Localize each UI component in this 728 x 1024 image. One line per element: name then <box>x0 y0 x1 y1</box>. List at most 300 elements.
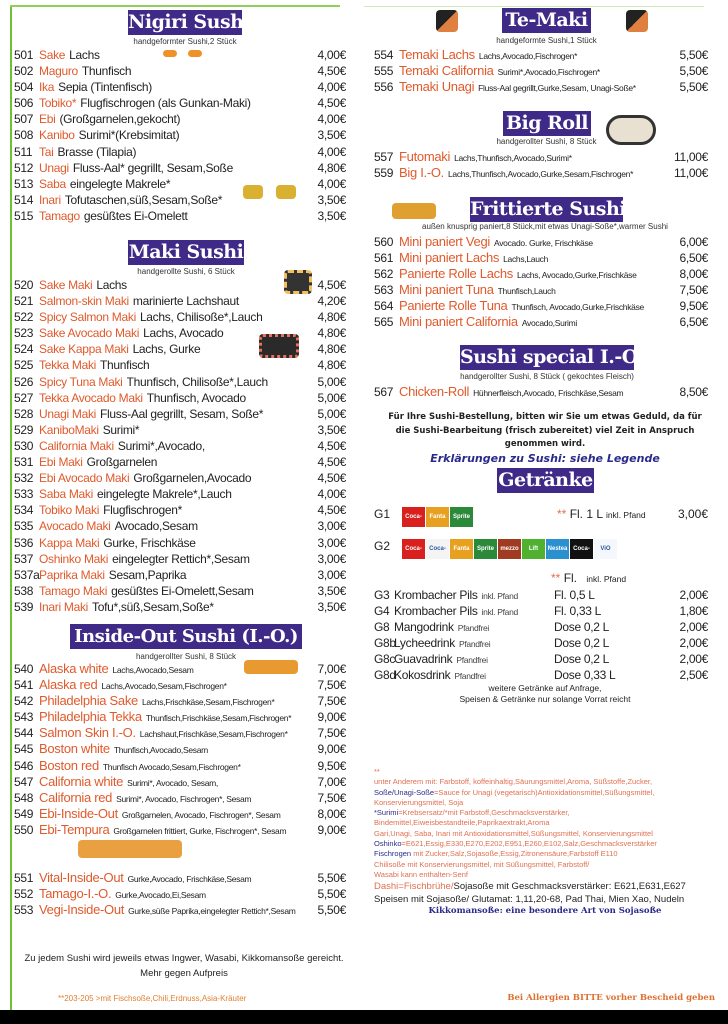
item-price: 4,50€ <box>317 96 346 111</box>
drink-volume: Dose 0,33 L <box>554 668 616 683</box>
item-description: Tofu*,süß,Sesam,Soße* <box>92 599 214 614</box>
menu-item <box>14 758 346 774</box>
menu-item <box>14 390 346 406</box>
drink-logo: Coca- <box>402 539 425 559</box>
item-number: 524 <box>14 342 34 357</box>
drink-logo: Sprite <box>450 507 473 527</box>
item-description: Thunfisch <box>100 358 150 373</box>
item-price: 4,20€ <box>317 294 346 309</box>
item-price: 3,00€ <box>317 535 346 550</box>
deposit-note: inkl. Pfand <box>586 574 627 584</box>
item-description: Thunfisch,Lauch <box>497 286 556 297</box>
item-name: Inari <box>39 192 61 207</box>
drink-deposit: inkl. Pfand <box>481 607 518 618</box>
item-price: 9,00€ <box>317 710 346 725</box>
menu-item <box>14 774 346 790</box>
item-number: 515 <box>14 208 34 223</box>
drink-name-wrap <box>394 667 554 684</box>
left-footnote: **203-205 >mit Fischsoße,Chili,Erdnuss,Asia-Kräuter <box>58 994 247 1003</box>
sushi-image <box>188 50 202 57</box>
item-name: Chicken-Roll <box>399 384 470 399</box>
item-description: Avocado,Surimi <box>521 318 577 329</box>
item-name: Mini paniert Vegi <box>399 234 491 249</box>
drinks-note <box>366 683 724 705</box>
menu-item <box>374 298 708 314</box>
item-description: Surimi*,Avocado,Fischrogen* <box>497 67 600 78</box>
item-name: Temaki California <box>399 63 494 79</box>
item-price: 3,50€ <box>317 192 346 207</box>
section-subtitle-fried: außen knusprig paniert,8 Stück,mit etwas Unagi-Soße*,warmer Sushi <box>422 222 668 231</box>
menu-item <box>374 314 708 330</box>
item-price: 4,80€ <box>317 310 346 325</box>
item-number: 557 <box>374 150 394 164</box>
note-line: die Sushi-Bearbeitung (frisch zubereitet) viel Zeit in Anspruch <box>395 425 695 436</box>
big-roll-list <box>374 149 708 181</box>
item-number: 533 <box>14 487 34 502</box>
price: 3,00€ <box>677 507 708 521</box>
item-price: 5,50€ <box>317 887 346 902</box>
menu-item <box>14 454 346 470</box>
item-name: Oshinko Maki <box>39 551 109 566</box>
item-name: Vegi-Inside-Out <box>39 902 125 918</box>
item-description: Lachs, Chilisoße*,Lauch <box>139 310 263 325</box>
item-name: Tobiko* <box>39 96 77 111</box>
item-number: 522 <box>14 310 34 325</box>
fried-sushi-image <box>392 203 436 219</box>
menu-item <box>14 374 346 390</box>
section-title-temaki: Te-Maki <box>502 8 591 33</box>
menu-item <box>14 357 346 373</box>
legend-segment: Bindemittel,Eiweisbestandteile,Paprikaextrakt,Aroma <box>374 818 550 828</box>
item-name: California white <box>39 773 124 789</box>
section-title-drinks: Getränke <box>498 469 593 491</box>
item-name: Boston white <box>39 741 110 757</box>
deposit-header <box>551 571 626 585</box>
note-line: weitere Getränke auf Anfrage, <box>488 683 602 693</box>
item-description: Lachs,Lauch <box>503 254 549 265</box>
item-description: Lachs,Avocado,Fischrogen* <box>478 51 578 61</box>
drink-item <box>374 619 708 635</box>
item-name: Salmon-skin Maki <box>39 294 129 309</box>
item-price: 3,00€ <box>317 567 346 582</box>
item-price: 6,50€ <box>679 315 708 330</box>
drink-price: 1,80€ <box>679 604 708 619</box>
item-number: 548 <box>14 790 34 805</box>
item-price: 4,80€ <box>317 358 346 373</box>
drink-logo: Coca- <box>570 539 593 559</box>
item-number: 525 <box>14 358 34 373</box>
item-number: 556 <box>374 80 394 95</box>
item-description: Gurke, Frischkäse <box>103 535 196 550</box>
item-name: Alaska white <box>39 661 109 676</box>
item-number: 531 <box>14 455 34 470</box>
item-price: 4,00€ <box>317 176 346 191</box>
item-name: Vital-Inside-Out <box>39 870 124 885</box>
menu-item <box>14 422 346 438</box>
item-name: Ebi <box>39 112 56 127</box>
item-description: Sepia (Tintenfisch) <box>58 80 153 95</box>
item-number: 555 <box>374 64 394 79</box>
menu-item <box>14 709 346 725</box>
legend-line <box>374 767 714 777</box>
item-name: Saba Maki <box>39 487 93 502</box>
section-subtitle-big-roll: handgerollter Sushi, 8 Stück <box>496 137 597 146</box>
item-number: 530 <box>14 438 34 453</box>
drink-name: Kokosdrink <box>394 668 451 683</box>
left-note <box>14 951 354 981</box>
item-price: 4,00€ <box>317 80 346 95</box>
allergy-note: Bei Allergien BITTE vorher Bescheid geben <box>507 993 715 1003</box>
note-line: Mehr gegen Aufpreis <box>140 968 228 979</box>
item-description: eingelegter Rettich*,Sesam <box>112 551 250 566</box>
menu-item <box>14 551 346 567</box>
section-title-special: Sushi special I.-O. <box>460 346 643 368</box>
item-number: 562 <box>374 267 394 282</box>
drink-name: Lycheedrink <box>394 636 455 651</box>
item-name: Alaska red <box>39 677 98 693</box>
menu-item <box>14 806 346 822</box>
item-description: Surimi* <box>102 422 140 437</box>
order-note <box>366 411 724 452</box>
item-number: 540 <box>14 662 34 676</box>
drink-logo: mezzo <box>498 539 521 559</box>
legend-line <box>374 839 714 849</box>
item-description: Großgarnelen frittiert, Gurke, Fischrogen*, Sesam <box>113 825 287 836</box>
menu-item <box>374 266 708 282</box>
item-description: Gurke,Avocado, Frischkäse,Sesam <box>127 874 252 884</box>
legend-segment: Sojasoße mit Geschmacksverstärker: E621,E631,E627 <box>453 881 686 893</box>
item-number: 551 <box>14 871 34 885</box>
item-price: 4,00€ <box>317 112 346 127</box>
item-number: 535 <box>14 519 34 534</box>
legend <box>374 767 714 906</box>
item-name: Saba <box>39 176 66 191</box>
item-number: 553 <box>14 903 34 918</box>
legend-segment: Speisen mit Sojasoße/ Glutamat: 1,11,20-68, Pad Thai, Mien Xao, Nudeln <box>374 894 685 906</box>
item-name: Tamago Maki <box>39 583 108 598</box>
item-description: Gurke,Avocado,Ei,Sesam <box>115 890 206 901</box>
item-number: 527 <box>14 390 34 405</box>
menu-item <box>14 599 346 615</box>
item-description: Lachs,Frischkäse,Sesam,Fischrogen* <box>141 697 275 708</box>
section-title-big-roll: Big Roll <box>503 111 591 136</box>
item-price: 5,00€ <box>317 406 346 421</box>
bottom-bar <box>0 1010 728 1024</box>
item-price: 7,50€ <box>317 726 346 741</box>
item-price: 6,50€ <box>679 251 708 266</box>
drink-logo: Fanta <box>426 507 449 527</box>
drink-item <box>374 667 708 683</box>
item-name: Salmon Skin I.-O. <box>39 725 136 741</box>
drink-number: G3 <box>374 588 390 602</box>
item-name: Sake Kappa Maki <box>39 342 129 357</box>
item-number: 512 <box>14 160 34 175</box>
item-name: Mini paniert California <box>399 314 518 330</box>
item-description: Avocado. Gurke, Frischkäse <box>494 238 593 248</box>
item-price: 7,50€ <box>679 283 708 298</box>
inside-out-list-2 <box>14 870 346 918</box>
item-name: Unagi <box>39 160 69 175</box>
item-name: KaniboMaki <box>39 422 99 437</box>
note-line: Zu jedem Sushi wird jeweils etwas Ingwer, Wasabi, Kikkomansoße gereicht. <box>24 953 344 964</box>
note-line: Für Ihre Sushi-Bestellung, bitten wir Sie um etwas Geduld, da für <box>388 412 702 422</box>
item-name: Avocado Maki <box>39 519 111 534</box>
inside-out-list <box>14 661 346 838</box>
border-top <box>10 5 340 7</box>
drink-number: G8d <box>374 668 396 683</box>
drink-price: 2,00€ <box>679 636 708 651</box>
item-number: 534 <box>14 503 34 518</box>
menu-item <box>14 95 346 111</box>
drink-number: G8b <box>374 636 396 651</box>
drink-logo: Sprite <box>474 539 497 559</box>
drink-item <box>374 603 708 619</box>
fried-list <box>374 234 708 331</box>
item-number: 537a <box>14 567 40 582</box>
drink-volume: Dose 0,2 L <box>554 620 610 635</box>
item-price: 4,80€ <box>317 342 346 357</box>
item-name: Sake <box>39 48 66 62</box>
item-description: Thunfisch,Avocado,Sesam <box>113 745 208 756</box>
drink-deposit: Pfandfrei <box>458 639 491 650</box>
item-price: 4,50€ <box>317 438 346 453</box>
item-price: 5,50€ <box>679 80 708 95</box>
legend-segment: =Krebsersatz/*mit Farbstoff,Geschmacksverstärker, <box>398 808 570 818</box>
item-description: Lachs <box>96 278 127 292</box>
legend-segment: Wasabi kann enthalten-Senf <box>374 869 468 879</box>
legend-line <box>374 808 714 818</box>
menu-item <box>14 822 346 838</box>
item-price: 5,00€ <box>317 374 346 389</box>
item-number: 536 <box>14 535 34 550</box>
item-number: 563 <box>374 283 394 298</box>
menu-item <box>374 234 708 250</box>
item-description: Gurke,süße Paprika,eingelegter Rettich*,Sesam <box>128 906 296 917</box>
item-price: 6,00€ <box>679 235 708 249</box>
item-number: 506 <box>14 96 34 111</box>
drink-price: 2,00€ <box>679 588 708 602</box>
drink-price: 2,00€ <box>679 620 708 635</box>
item-number: 537 <box>14 551 34 566</box>
item-price: 3,50€ <box>317 583 346 598</box>
item-name: Tamago <box>39 208 80 223</box>
item-number: 543 <box>14 710 34 725</box>
menu-item <box>374 282 708 298</box>
item-name: Spicy Tuna Maki <box>39 374 123 389</box>
menu-item <box>14 790 346 806</box>
section-title-maki: Maki Sushi <box>128 241 244 263</box>
item-number: 532 <box>14 471 34 486</box>
item-number: 559 <box>374 166 394 181</box>
item-price: 3,50€ <box>317 599 346 614</box>
menu-item <box>14 535 346 551</box>
item-number: 538 <box>14 583 34 598</box>
drink-no: G1 <box>374 507 391 521</box>
legend-segment: Gari,Unagi, Saba, Inari mit Antioxidationsmittel,Süßungsmittel, Konservierungsmittel <box>374 828 653 838</box>
item-name: Kanibo <box>39 128 75 143</box>
item-name: Kappa Maki <box>39 535 100 550</box>
item-name: Ika <box>39 80 55 95</box>
drink-number: G4 <box>374 604 390 619</box>
g1-volume <box>557 507 646 521</box>
item-number: 513 <box>14 176 34 191</box>
legend-line <box>374 829 714 839</box>
drink-logo: Lift <box>522 539 545 559</box>
item-number: 521 <box>14 294 34 309</box>
item-number: 542 <box>14 694 34 709</box>
item-price: 3,00€ <box>317 551 346 566</box>
menu-item <box>14 293 346 309</box>
item-name: Unagi Maki <box>39 406 97 421</box>
note-line: Speisen & Getränke nur solange Vorrat reicht <box>459 694 631 704</box>
maki-image <box>284 270 312 294</box>
g1-logos <box>402 507 474 527</box>
item-name: Ebi Avocado Maki <box>39 471 130 486</box>
item-number: 554 <box>374 48 394 62</box>
section-subtitle-inside-out: handgerollter Sushi, 8 Stück <box>135 652 237 661</box>
item-price: 4,50€ <box>317 471 346 486</box>
item-price: 5,50€ <box>679 48 708 62</box>
item-name: Mini paniert Lachs <box>399 250 500 266</box>
item-name: Boston red <box>39 757 99 773</box>
item-description: Tofutaschen,süß,Sesam,Soße* <box>64 192 223 207</box>
legend-line <box>374 849 714 859</box>
item-description: Thunfisch, Avocado,Gurke,Frischkäse <box>511 302 644 313</box>
ebi-tempura-image <box>78 840 182 858</box>
legend-segment: unter Anderem mit: Farbstoff, koffeinhaltig,Säurungsmittel,Aroma, Süßstoffe,Zucker, <box>374 777 653 787</box>
menu-item <box>14 192 346 208</box>
item-number: 552 <box>14 887 34 902</box>
item-price: 9,50€ <box>679 299 708 314</box>
note-line: genommen wird. <box>504 439 586 449</box>
item-description: Fluss-Aal* gegrillt, Sesam,Soße <box>72 160 233 175</box>
item-price: 4,00€ <box>317 487 346 502</box>
big-roll-image <box>606 115 656 145</box>
item-description: Avocado,Sesam <box>114 519 198 534</box>
menu-item <box>14 406 346 422</box>
item-price: 4,80€ <box>317 160 346 175</box>
menu-item <box>374 149 708 165</box>
item-name: Spicy Salmon Maki <box>39 310 136 325</box>
drink-name-wrap <box>394 603 554 620</box>
legend-line <box>374 893 714 906</box>
item-description: Thunfisch,Frischkäse,Sesam,Fischrogen* <box>145 713 292 724</box>
menu-item <box>374 384 708 400</box>
item-description: Fluss-Aal gegrillt,Gurke,Sesam, Unagi-Soße* <box>478 83 636 94</box>
menu-item <box>14 127 346 143</box>
inari-image <box>243 185 263 199</box>
item-price: 11,00€ <box>673 166 708 181</box>
item-name: Tobiko Maki <box>39 503 100 518</box>
menu-item <box>14 111 346 127</box>
section-subtitle-nigiri: handgeformter Sushi,2 Stück <box>133 37 237 46</box>
item-price: 7,00€ <box>317 774 346 789</box>
item-number: 544 <box>14 726 34 741</box>
item-price: 9,00€ <box>317 822 346 837</box>
drink-number: G8 <box>374 620 390 635</box>
item-name: Paprika Maki <box>39 567 105 582</box>
volume: Fl. 1 L <box>569 507 603 521</box>
item-number: 520 <box>14 278 34 292</box>
menu-item <box>14 518 346 534</box>
item-price: 7,50€ <box>317 678 346 693</box>
item-description: Großgarnelen <box>86 455 158 470</box>
menu-item <box>14 63 346 79</box>
section-subtitle-temaki: handgeformte Sushi,1 Stück <box>496 36 597 45</box>
drink-name-wrap <box>394 635 554 652</box>
menu-item <box>374 47 708 63</box>
temaki-list <box>374 47 708 95</box>
menu-item <box>374 165 708 181</box>
item-price: 5,00€ <box>317 390 346 405</box>
menu-item <box>14 870 346 886</box>
item-name: Temaki Unagi <box>399 79 475 95</box>
item-price: 4,00€ <box>317 144 346 159</box>
menu-item <box>14 583 346 599</box>
item-number: 550 <box>14 822 34 837</box>
nigiri-list <box>14 47 346 224</box>
legend-segment: mit Zucker,Salz,Sojasoße,Essig,Zitronensäure,Farbstoff E110 <box>411 849 618 859</box>
item-number: 561 <box>374 251 394 266</box>
drink-name: Krombacher Pils <box>394 604 478 619</box>
section-subtitle-special: handgerollter Sushi, 8 Stück ( gekochtes Fleisch) <box>460 372 634 381</box>
menu-item <box>374 250 708 266</box>
item-description: Lachs, Avocado <box>143 326 224 341</box>
item-description: (Großgarnelen,gekocht) <box>59 112 181 127</box>
item-name: Temaki Lachs <box>399 47 475 62</box>
item-number: 565 <box>374 315 394 330</box>
item-number: 508 <box>14 128 34 143</box>
item-price: 5,50€ <box>679 64 708 79</box>
item-name: Sake Avocado Maki <box>39 326 140 341</box>
sushi-image <box>163 50 177 57</box>
legend-segment: =E621,Essig,E330,E270,E202,E951,E260,E102,Salz,Geschmacksverstärker <box>401 839 657 849</box>
item-name: Tekka Avocado Maki <box>39 390 143 405</box>
item-name: Mini paniert Tuna <box>399 282 494 298</box>
item-number: 541 <box>14 678 34 693</box>
drink-logo: Coca- <box>426 539 449 559</box>
item-name: Panierte Rolle Tuna <box>399 298 508 314</box>
maki-list <box>14 277 346 615</box>
item-description: gesüßtes Ei-Omelett <box>83 208 188 223</box>
special-list <box>374 384 708 400</box>
item-price: 5,50€ <box>317 871 346 885</box>
item-description: Surimi*, Avocado, Sesam, <box>127 777 218 788</box>
border-top-right <box>364 6 704 7</box>
section-title-nigiri: Nigiri Sushi <box>128 11 251 33</box>
drink-volume: Fl. 0,33 L <box>554 604 602 619</box>
item-description: Lachs,Thunfisch,Avocado,Gurke,Sesam,Fischrogen* <box>447 169 634 180</box>
drink-item <box>374 635 708 651</box>
item-name: Inari Maki <box>39 599 89 614</box>
item-description: gesüßtes Ei-Omelett,Sesam <box>111 583 254 598</box>
item-description: Lachs,Avocado,Sesam,Fischrogen* <box>101 681 227 692</box>
item-description: Lachs, Gurke <box>132 342 201 357</box>
item-price: 4,80€ <box>317 326 346 341</box>
item-price: 9,50€ <box>317 758 346 773</box>
item-description: Thunfisch, Avocado <box>146 390 246 405</box>
item-number: 507 <box>14 112 34 127</box>
item-price: 5,50€ <box>317 903 346 918</box>
drink-name-wrap <box>394 619 554 636</box>
menu-item <box>14 144 346 160</box>
drink-price: 2,50€ <box>679 668 708 683</box>
item-price: 9,00€ <box>317 742 346 757</box>
item-description: Großgarnelen, Avocado, Fischrogen*, Sesam <box>121 809 281 820</box>
item-description: Fluss-Aal gegrillt, Sesam, Soße* <box>100 406 264 421</box>
menu-item <box>14 438 346 454</box>
menu-item <box>14 79 346 95</box>
